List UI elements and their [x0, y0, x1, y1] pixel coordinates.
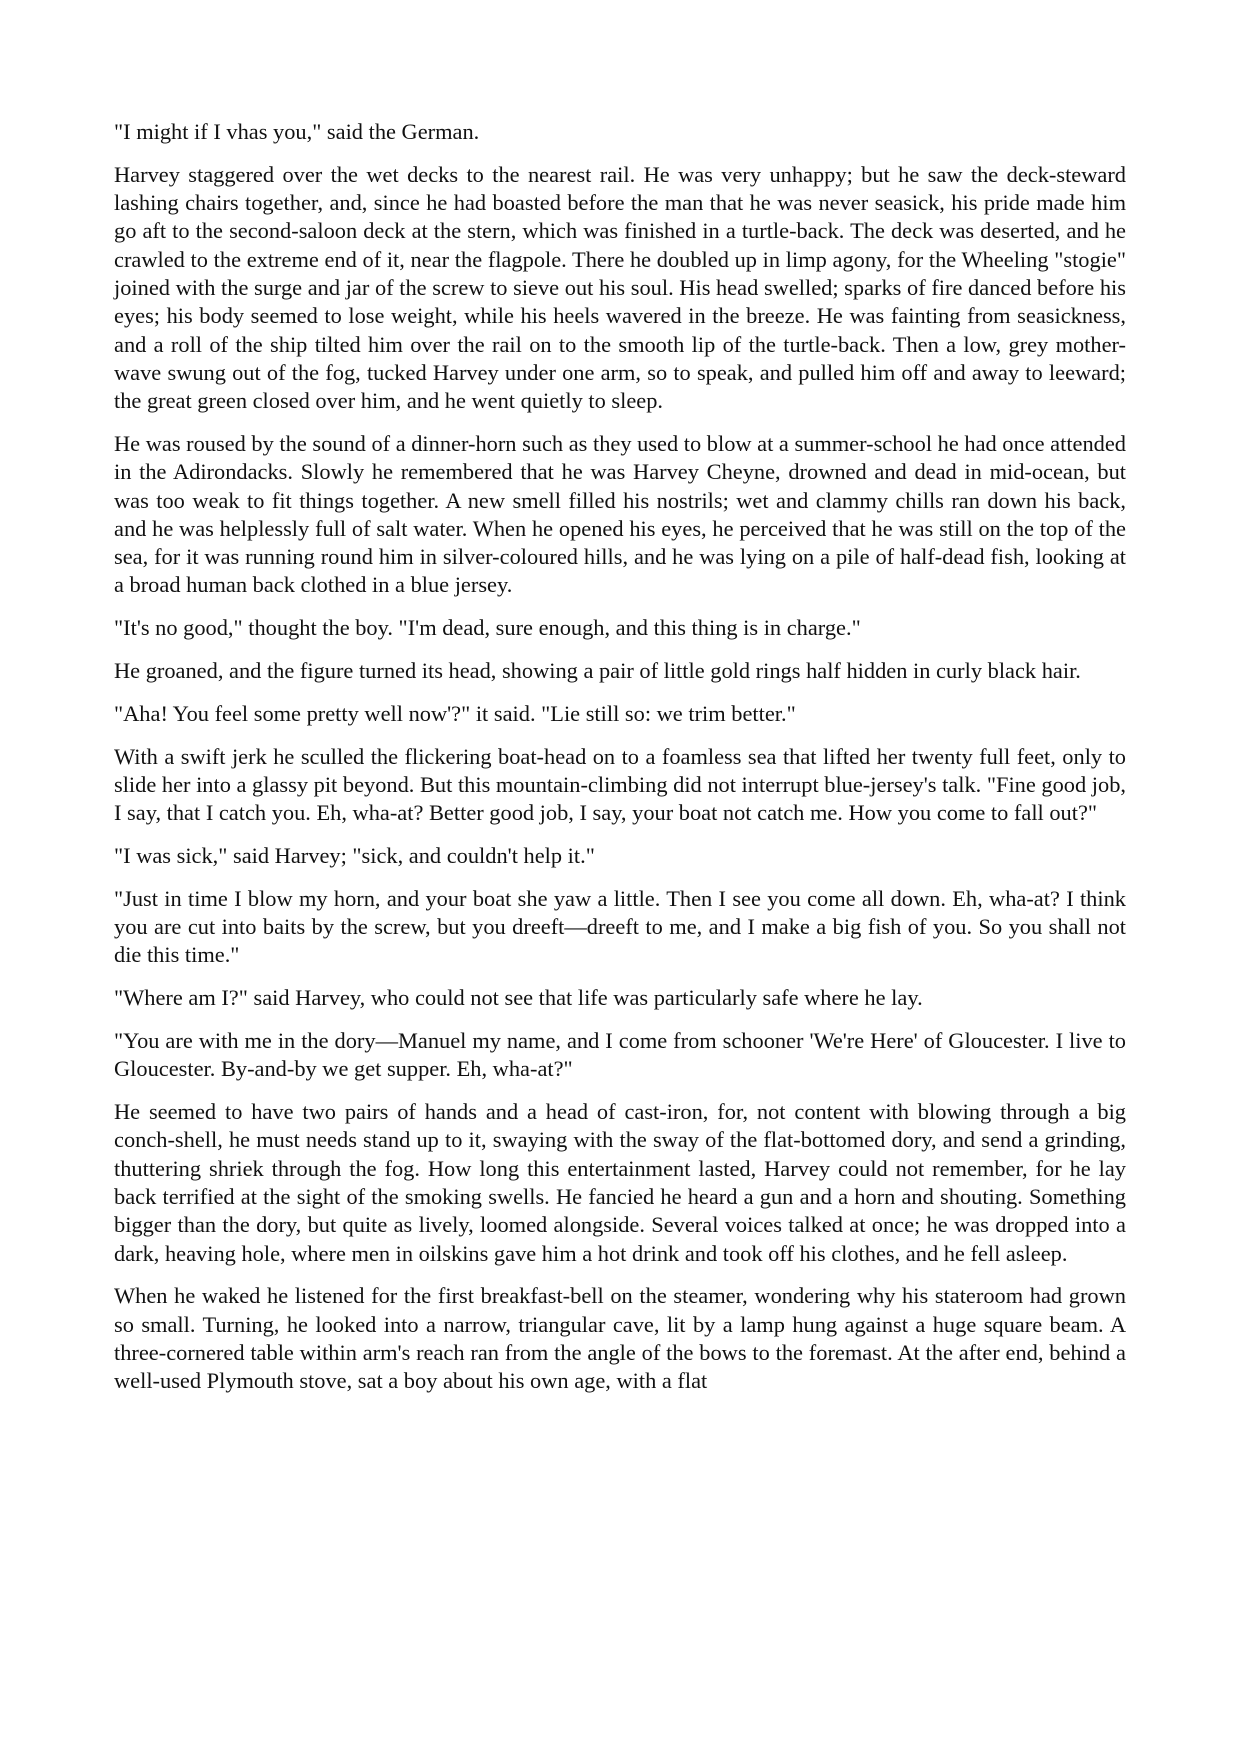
- paragraph: With a swift jerk he sculled the flickering boat-head on to a foamless sea that lifted her twenty full feet, only to slide her into a glassy pit beyond. But this mountain-climbing did not interrupt blue-jersey's talk. "Fine good job, I say, that I catch you. Eh, wha-at? Better good job, I say, your boat not catch me. How you come to fall out?": [114, 743, 1126, 826]
- paragraph: When he waked he listened for the first breakfast-bell on the steamer, wondering why his stateroom had grown so small. Turning, he looked into a narrow, triangular cave, lit by a lamp hung against a huge square beam. A three-cornered table within arm's reach ran from the angle of the bows to the foremast. At the after end, behind a well-used Plymouth stove, sat a boy about his own age, with a flat: [114, 1283, 1126, 1394]
- paragraph: "Just in time I blow my horn, and your boat she yaw a little. Then I see you come all down. Eh, wha-at? I think you are cut into baits by the screw, but you dreeft—dreeft to me, and I make a big fish of you. So you shall not die this time.": [114, 885, 1126, 968]
- paragraph: "I was sick," said Harvey; "sick, and couldn't help it.": [114, 843, 595, 869]
- paragraph: "It's no good," thought the boy. "I'm dead, sure enough, and this thing is in charge.": [114, 615, 861, 641]
- paragraph: He groaned, and the figure turned its head, showing a pair of little gold rings half hidden in curly black hair.: [114, 658, 1081, 684]
- paragraph: "I might if I vhas you," said the German.: [114, 119, 480, 144]
- paragraph: He was roused by the sound of a dinner-horn such as they used to blow at a summer-school he had once attended in the Adirondacks. Slowly he remembered that he was Harvey Cheyne, drowned and dead in mid-ocean, but was too weak to fit things together. A new smell filled his nostrils; wet and clammy chills ran down his back, and he was helplessly full of salt water. When he opened his eyes, he perceived that he was still on the top of the sea, for it was running round him in silver-coloured hills, and he was lying on a pile of half-dead fish, looking at a broad human back clothed in a blue jersey.: [114, 430, 1127, 598]
- paragraph: Harvey staggered over the wet decks to the nearest rail. He was very unhappy; but he saw the deck-steward lashing chairs together, and, since he had boasted before the man that he was never seasick, his pride made him go aft to the second-saloon deck at the stern, which was finished in a turtle-back. The deck was deserted, and he crawled to the extreme end of it, near the flagpole. There he doubled up in limp agony, for the Wheeling "stogie" joined with the surge and jar of the screw to sieve out his soul. His head swelled; sparks of fire danced before his eyes; his body seemed to lose weight, while his heels wavered in the breeze. He was fainting from seasickness, and a roll of the ship tilted him over the rail on to the smooth lip of the turtle-back. Then a low, grey mother-wave swung out of the fog, tucked Harvey under one arm, so to speak, and pulled him off and away to leeward; the great green closed over him, and he went quietly to sleep.: [114, 161, 1126, 414]
- paragraph: "You are with me in the dory—Manuel my name, and I come from schooner 'We're Here' of Gloucester. I live to Gloucester. By-and-by we get supper. Eh, wha-at?": [114, 1028, 1126, 1082]
- paragraph: "Where am I?" said Harvey, who could not see that life was particularly safe where he lay.: [114, 985, 923, 1011]
- paragraph: He seemed to have two pairs of hands and a head of cast-iron, for, not content with blowing through a big conch-shell, he must needs stand up to it, swaying with the sway of the flat-bottomed dory, and send a grinding, thuttering shriek through the fog. How long this entertainment lasted, Harvey could not remember, for he lay back terrified at the sight of the smoking swells. He fancied he heard a gun and a horn and shouting. Something bigger than the dory, but quite as lively, loomed alongside. Several voices talked at once; he was dropped into a dark, heaving hole, where men in oilskins gave him a hot drink and took off his clothes, and he fell asleep.: [114, 1099, 1126, 1266]
- page-body: [114, 118, 1126, 1410]
- paragraph: "Aha! You feel some pretty well now'?" it said. "Lie still so: we trim better.": [114, 700, 796, 726]
